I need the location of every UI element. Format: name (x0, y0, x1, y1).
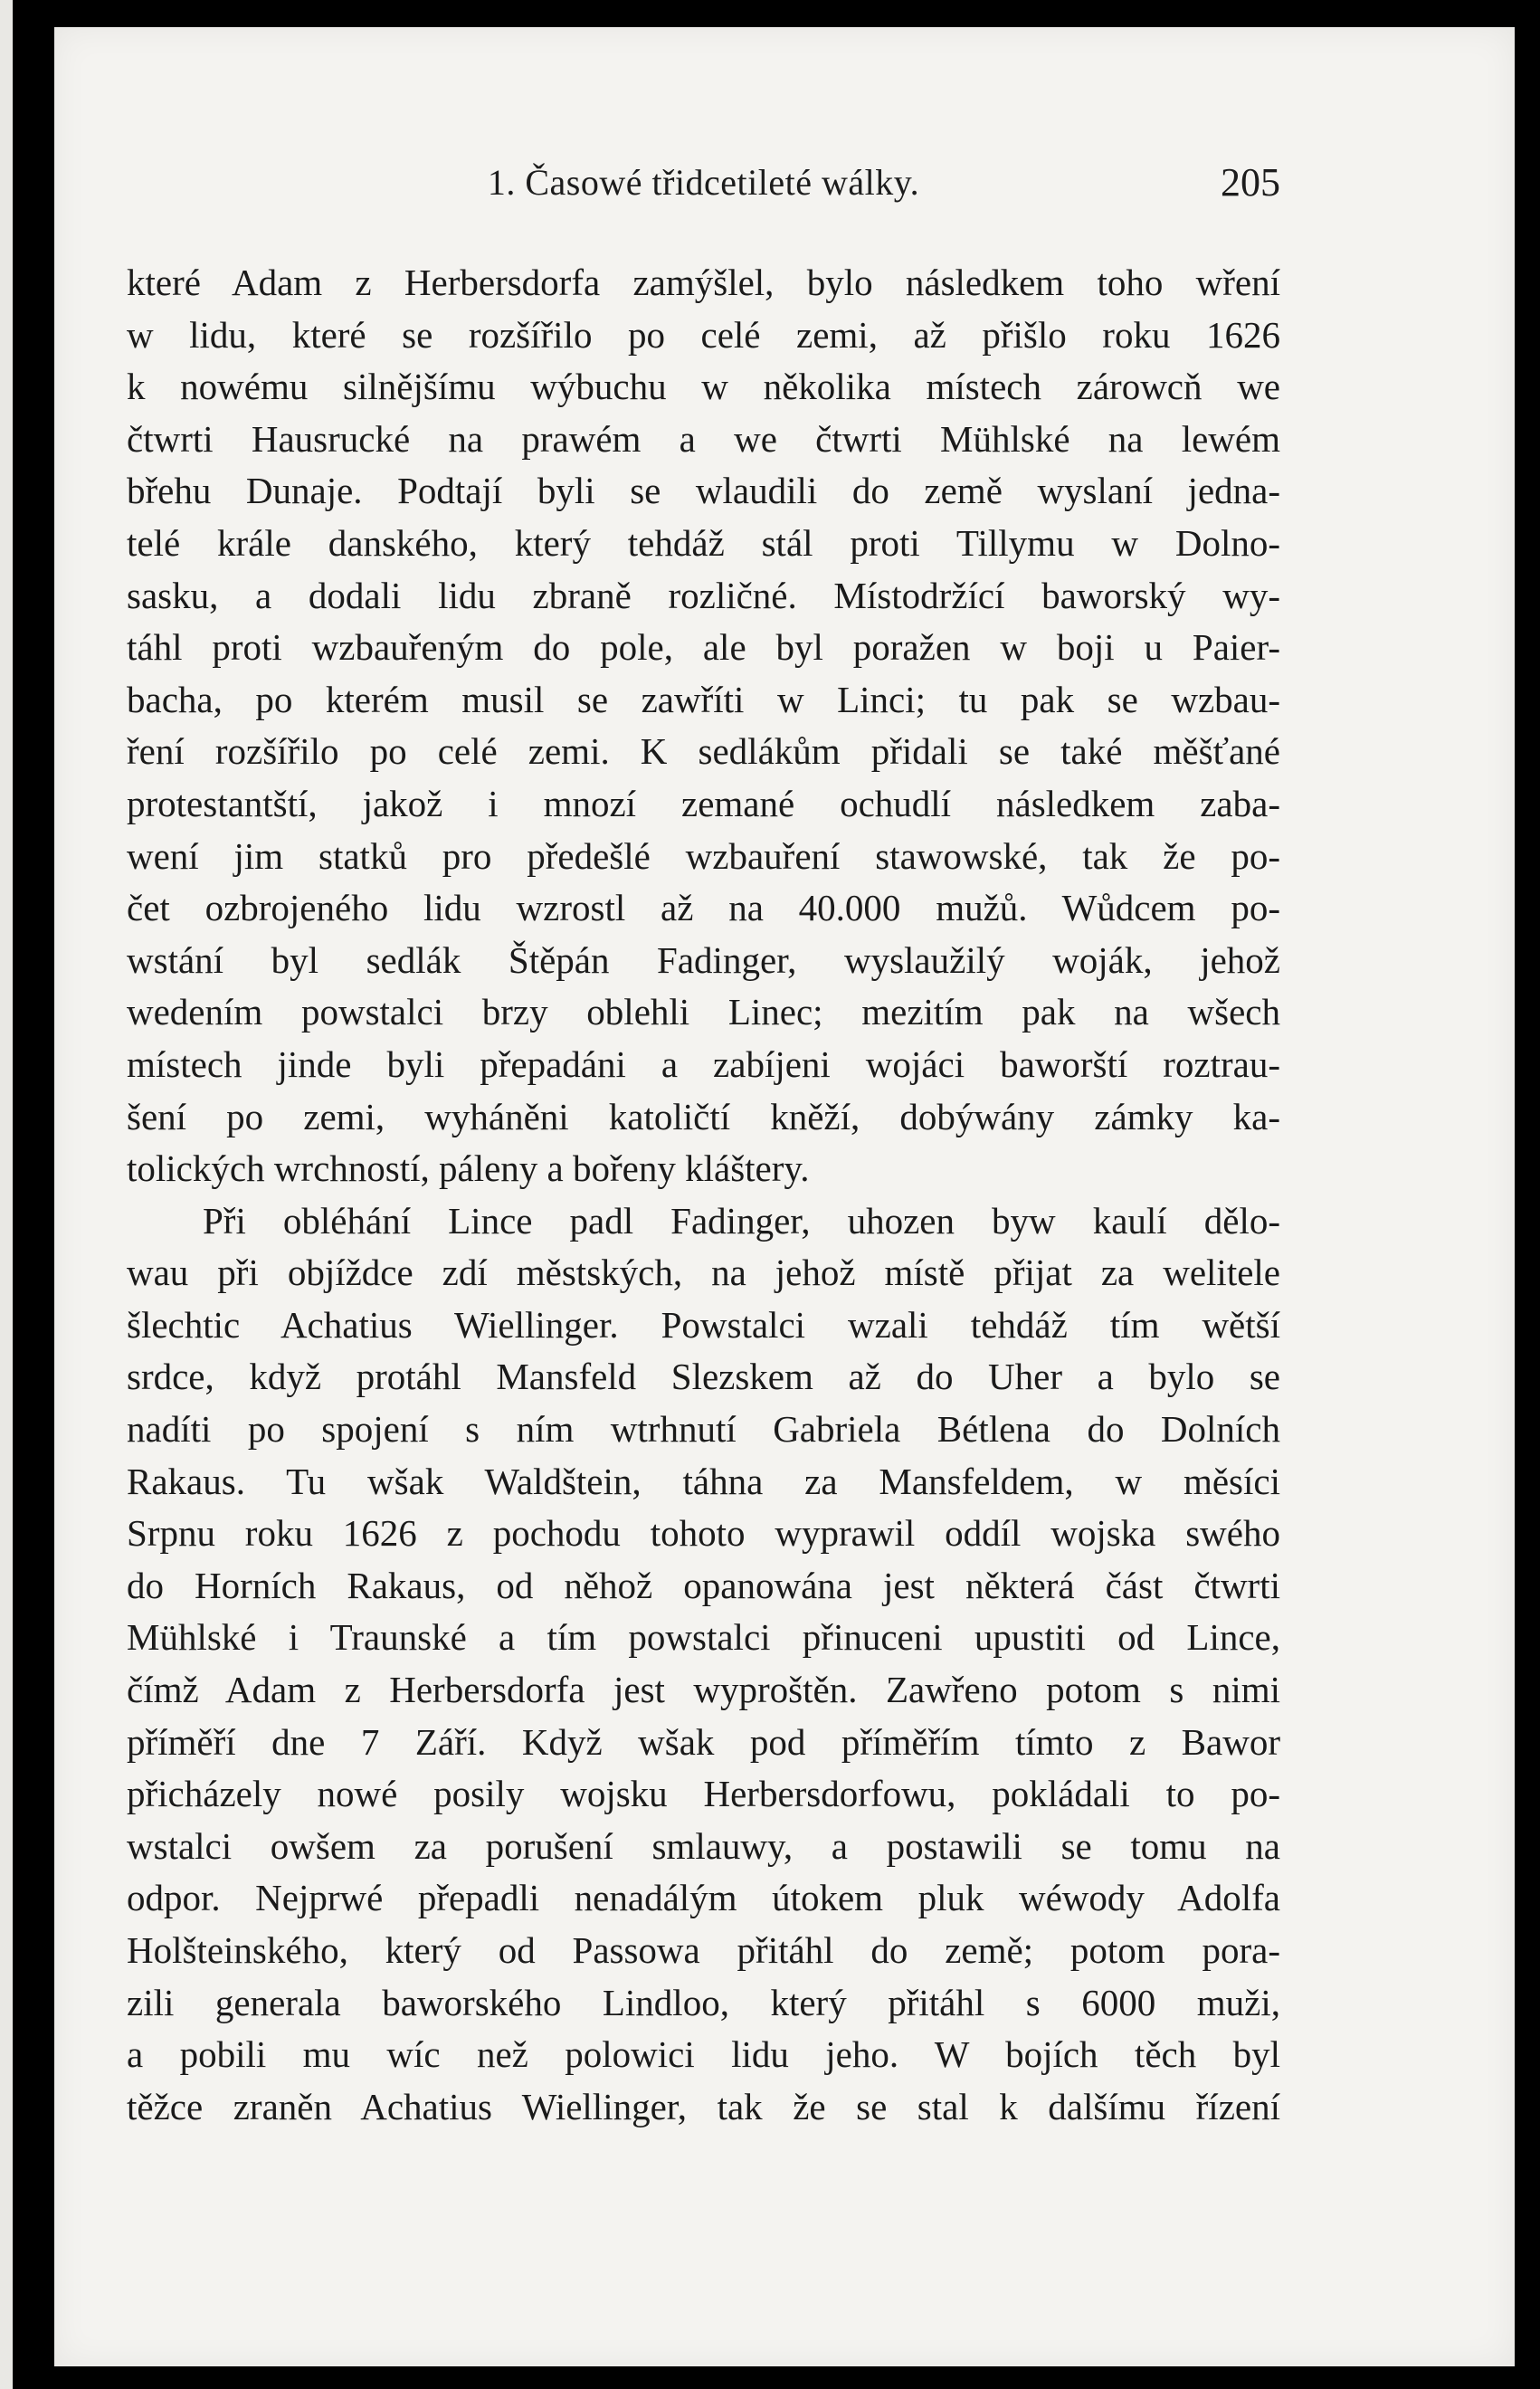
text-line: čímž Adam z Herbersdorfa jest wyproštěn. Zawřeno potom s nimi (127, 1669, 1280, 1711)
text-line: přicházely nowé posily wojsku Herbersdorfowu, pokládali to po- (127, 1773, 1280, 1815)
text-line: nadíti po spojení s ním wtrhnutí Gabriela Bétlena do Dolních (127, 1408, 1280, 1451)
text-line: bacha, po kterém musil se zawříti w Linci; tu pak se wzbau- (127, 678, 1280, 720)
text-line: Rakaus. Tu wšak Waldštein, táhna za Mansfeldem, w měsíci (127, 1460, 1280, 1502)
text-line: a pobili mu wíc než polowici lidu jeho. W bojích těch byl (127, 2033, 1280, 2076)
paragraph-1 (127, 257, 1280, 1195)
body-text (127, 257, 1280, 2133)
text-line: čet ozbrojeného lidu wzrostl až na 40.000 mužů. Wůdcem po- (127, 887, 1280, 929)
text-line: telé krále danského, který tehdáž stál proti Tillymu w Dolno- (127, 521, 1280, 564)
text-line: Mühlské i Traunské a tím powstalci přinuceni upustiti od Lince, (127, 1616, 1280, 1659)
page-number: 205 (1221, 160, 1280, 205)
text-line: odpor. Nejprwé přepadli nenadálým útokem pluk wéwody Adolfa (127, 1877, 1280, 1919)
text-line: Při obléhání Lince padl Fadinger, uhozen byw kaulí dělo- (203, 1199, 1280, 1242)
text-line: tolických wrchností, páleny a bořeny kláštery. (127, 1147, 810, 1190)
text-line: šlechtic Achatius Wiellinger. Powstalci wzali tehdáž tím wětší (127, 1303, 1280, 1346)
page-edge-left (0, 0, 13, 2389)
text-line: srdce, když protáhl Mansfeld Slezskem až do Uher a bylo se (127, 1356, 1280, 1398)
text-line: ření rozšířilo po celé zemi. K sedlákům přidali se také měšťané (127, 730, 1280, 773)
text-line: wstalci owšem za porušení smlauwy, a postawili se tomu na (127, 1824, 1280, 1867)
text-line: wení jim statků pro předešlé wzbauření stawowské, tak že po- (127, 834, 1280, 877)
text-line: k nowému silnějšímu wýbuchu w několika místech zárowcň we (127, 366, 1280, 408)
text-line: sasku, a dodali lidu zbraně rozličné. Místodržící baworský wy- (127, 574, 1280, 616)
text-line: táhl proti wzbauřeným do pole, ale byl poražen w boji u Paier- (127, 626, 1280, 669)
text-line: zili generala baworského Lindloo, který přitáhl s 6000 muži, (127, 1981, 1280, 2023)
text-line: místech jinde byli přepadáni a zabíjeni wojáci baworští roztrau- (127, 1042, 1280, 1085)
text-line: příměří dne 7 Září. Když wšak pod příměřím tímto z Bawor (127, 1720, 1280, 1763)
text-line: Holšteinského, který od Passowa přitáhl do země; potom pora- (127, 1929, 1280, 1971)
text-line: wedením powstalci brzy oblehli Linec; mezitím pak na wšech (127, 991, 1280, 1033)
text-line: těžce zraněn Achatius Wiellinger, tak že se stal k dalšímu řízení (127, 2085, 1280, 2127)
text-line: wau při objíždce zdí městských, na jehož místě přijat za welitele (127, 1252, 1280, 1294)
text-line: které Adam z Herbersdorfa zamýšlel, bylo následkem toho wření (127, 262, 1280, 303)
paragraph-2 (127, 1195, 1280, 2134)
chapter-title: 1. Časowé třidcetileté wálky. (487, 162, 920, 203)
text-line: do Horních Rakaus, od něhož opanowána jest některá část čtwrti (127, 1564, 1280, 1606)
text-line: Srpnu roku 1626 z pochodu tohoto wyprawil oddíl wojska swého (127, 1512, 1280, 1555)
text-line: protestantští, jakož i mnozí zemané ochudlí následkem zaba- (127, 782, 1280, 824)
text-line: šení po zemi, wyháněni katoličtí kněží, dobýwány zámky ka- (127, 1095, 1280, 1137)
text-line: čtwrti Hausrucké na prawém a we čtwrti Mühlské na lewém (127, 417, 1280, 460)
text-line: w lidu, které se rozšířilo po celé zemi, až přišlo roku 1626 (127, 313, 1280, 356)
text-line: břehu Dunaje. Podtají byli se wlaudili do země wyslaní jedna- (127, 470, 1280, 512)
running-head (127, 145, 1280, 208)
text-line: wstání byl sedlák Štěpán Fadinger, wyslaužilý woják, jehož (127, 938, 1280, 981)
